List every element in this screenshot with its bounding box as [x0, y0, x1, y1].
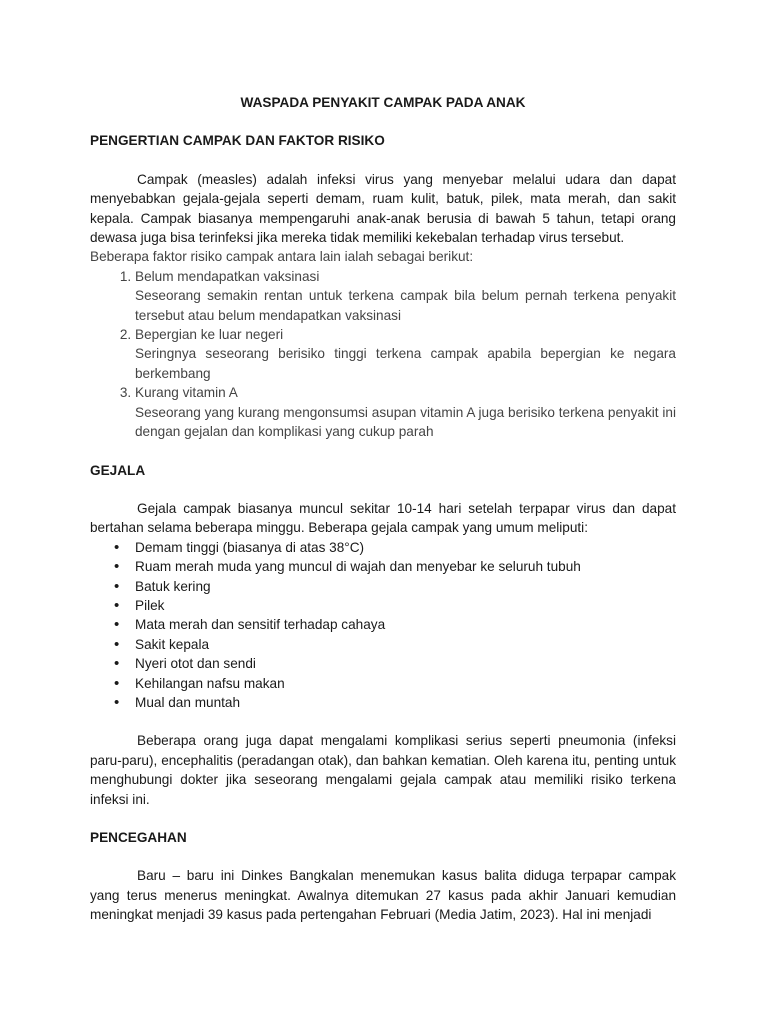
- list-item: [135, 267, 676, 325]
- list-item: • Mata merah dan sensitif terhadap cahaya: [135, 615, 676, 634]
- risk-label: Belum mendapatkan vaksinasi: [135, 268, 320, 284]
- risk-factor-list: [90, 267, 676, 442]
- section-heading-pencegahan: PENCEGAHAN: [90, 830, 187, 845]
- list-item: • Mual dan muntah: [135, 693, 676, 712]
- spacer: [90, 442, 676, 461]
- document-title: WASPADA PENYAKIT CAMPAK PADA ANAK: [240, 95, 526, 110]
- risk-desc: Seringnya seseorang berisiko tinggi terkena campak apabila bepergian ke negara berkembang: [135, 346, 676, 381]
- risk-intro: Beberapa faktor risiko campak antara lain ialah sebagai berikut:: [90, 249, 474, 265]
- list-item: • Pilek: [135, 596, 676, 615]
- spacer: [90, 809, 676, 828]
- paragraph-pengertian: Campak (measles) adalah infeksi virus yang menyebar melalui udara dan dapat menyebabkan gejala-gejala seperti demam, ruam kulit, batuk, pilek, mata merah, dan sakit kepala. Campak biasanya mempengaruhi anak-anak berusia di bawah 5 tahun, tetapi orang dewasa juga bisa terinfeksi jika mereka tidak memiliki kekebalan terhadap virus tersebut.: [90, 171, 676, 246]
- spacer: [90, 712, 676, 731]
- list-item: [135, 325, 676, 383]
- risk-label: Bepergian ke luar negeri: [135, 327, 284, 343]
- risk-desc: Seseorang semakin rentan untuk terkena campak bila belum pernah terkena penyakit tersebut atau belum mendapatkan vaksinasi: [135, 288, 676, 323]
- list-item: • Kehilangan nafsu makan: [135, 674, 676, 693]
- paragraph-gejala: Gejala campak biasanya muncul sekitar 10-14 hari setelah terpapar virus dan dapat bertahan selama beberapa minggu. Beberapa gejala campak yang umum meliputi:: [90, 500, 676, 536]
- paragraph-pencegahan: Baru – baru ini Dinkes Bangkalan menemukan kasus balita diduga terpapar campak yang terus menerus meningkat. Awalnya ditemukan 27 kasus pada akhir Januari kemudian meningkat menjadi 39 kasus pada pertengahan Februari (Media Jatim, 2023). Hal ini menjadi: [90, 868, 676, 923]
- paragraph-komplikasi: Beberapa orang juga dapat mengalami komplikasi serius seperti pneumonia (infeksi paru-paru), encephalitis (peradangan otak), dan bahkan kematian. Oleh karena itu, penting untuk menghubungi dokter jika seseorang mengalami gejala campak atau memiliki risiko terkena infeksi ini.: [90, 733, 676, 807]
- section-heading-gejala: GEJALA: [90, 462, 146, 478]
- document-page: [90, 93, 676, 925]
- symptom-list: [90, 538, 676, 713]
- list-item: • Nyeri otot dan sendi: [135, 654, 676, 673]
- list-item: • Sakit kepala: [135, 635, 676, 654]
- list-item: • Ruam merah muda yang muncul di wajah dan menyebar ke seluruh tubuh: [135, 557, 676, 576]
- list-item: [135, 383, 676, 441]
- list-item: • Batuk kering: [135, 577, 676, 596]
- risk-label: Kurang vitamin A: [135, 385, 238, 401]
- section-heading-pengertian: PENGERTIAN CAMPAK DAN FAKTOR RISIKO: [90, 133, 385, 149]
- risk-desc: Seseorang yang kurang mengonsumsi asupan vitamin A juga berisiko terkena penyakit ini dengan gejalan dan komplikasi yang cukup parah: [135, 404, 676, 440]
- list-item: • Demam tinggi (biasanya di atas 38°C): [135, 538, 676, 557]
